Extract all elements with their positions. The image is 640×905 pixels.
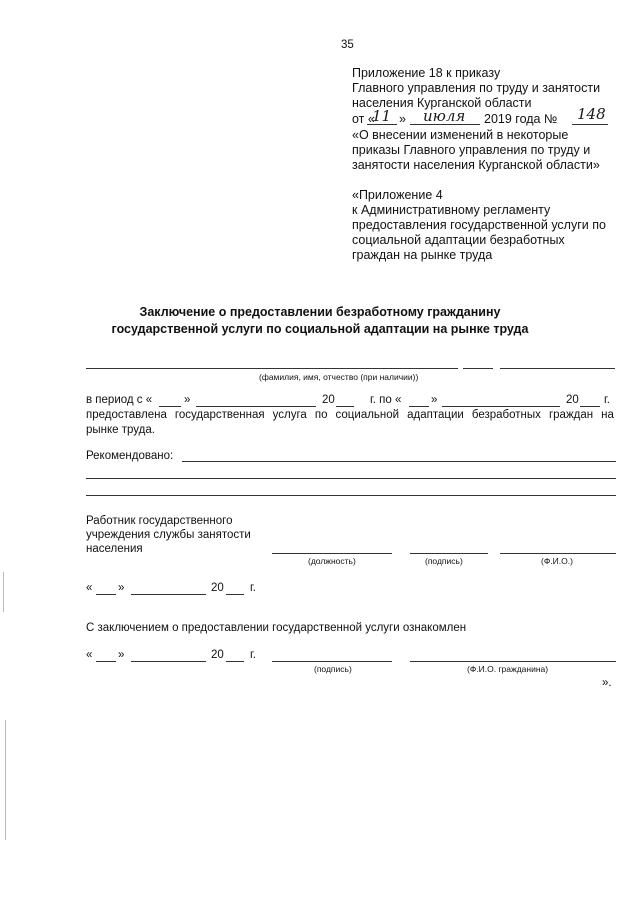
citizen-date-year: 20 [211, 649, 224, 661]
order-subject-1: «О внесении изменений в некоторые [352, 128, 569, 142]
date-year: 20 [211, 582, 224, 594]
position-line [272, 553, 392, 554]
period-word-7: безработных [471, 409, 541, 421]
period-year1: 20 [322, 394, 335, 406]
scan-artifact [3, 572, 4, 612]
period-word-4: по [314, 409, 328, 421]
period-prefix: в период с « [86, 394, 153, 406]
period-month2-line [442, 406, 560, 407]
period-day2-line [409, 406, 429, 407]
citizen-month-line [131, 661, 206, 662]
period-word-5: социальной [335, 409, 400, 421]
citizen-date-close: » [118, 649, 125, 661]
annex-line-2: к Административному регламенту [352, 203, 551, 217]
annex-line-3: предоставления государственной услуги по [352, 218, 606, 232]
fio-line-2 [463, 368, 493, 369]
order-subject-3: занятости населения Курганской области» [352, 158, 600, 172]
recommended-line-2 [86, 478, 616, 479]
page-number: 35 [341, 39, 354, 51]
annex-line-5: граждан на рынке труда [352, 248, 493, 262]
signature-caption: (подпись) [425, 556, 463, 566]
document-title-line-1: Заключение о предоставлении безработному гражданину [139, 305, 501, 319]
order-date-day-line [367, 124, 397, 125]
period-year2: 20 [566, 394, 579, 406]
annex-line-4: социальной адаптации безработных [352, 233, 565, 247]
period-po: г. по « [370, 394, 402, 406]
date-open: « [86, 582, 93, 594]
worker-line-1: Работник государственного [86, 515, 233, 527]
worker-line-2: учреждения службы занятости [86, 529, 251, 541]
period-word-2: государственная [174, 409, 265, 421]
date-day-line [96, 594, 116, 595]
order-subject-2: приказы Главного управления по труду и [352, 143, 591, 157]
worker-fio-caption: (Ф.И.О.) [541, 556, 573, 566]
date-year-line [226, 594, 244, 595]
signature-line [410, 553, 488, 554]
period-month1-line [196, 406, 316, 407]
scan-artifact [5, 720, 6, 840]
order-date-prefix: от « [352, 112, 375, 126]
closing-quote: ». [602, 677, 612, 689]
date-month-line [131, 594, 206, 595]
acquainted-text: С заключением о предоставлении государственной услуги ознакомлен [86, 622, 467, 634]
annex-line-1: «Приложение 4 [352, 188, 443, 202]
order-number-handwritten: 148 [577, 105, 606, 123]
period-line-2 [86, 408, 614, 422]
date-g: г. [250, 582, 256, 594]
period-word-6: адаптации [407, 409, 464, 421]
recommended-label: Рекомендовано: [86, 450, 174, 462]
citizen-fio-caption: (Ф.И.О. гражданина) [467, 664, 549, 674]
order-date-day-handwritten: 11 [372, 107, 392, 125]
order-date-quote-close: » [399, 112, 406, 126]
document-title-line-2: государственной услуги по социальной адаптации на рынке труда [111, 322, 529, 336]
order-line-3: населения Курганской области [352, 96, 532, 110]
citizen-signature-caption: (подпись) [314, 664, 352, 674]
order-date-month-handwritten: июля [423, 107, 466, 125]
period-quote-close-2: » [431, 394, 438, 406]
fio-line-1 [86, 368, 458, 369]
period-quote-close-1: » [184, 394, 191, 406]
order-line-1: Приложение 18 к приказу [352, 66, 501, 80]
period-line-3: рынке труда. [86, 424, 155, 436]
period-year1-line [336, 406, 354, 407]
order-line-2: Главного управления по труду и занятости [352, 81, 601, 95]
citizen-year-line [226, 661, 244, 662]
recommended-line-1 [182, 461, 616, 462]
fio-caption: (фамилия, имя, отчество (при наличии)) [259, 372, 419, 382]
period-word-1: предоставлена [86, 409, 167, 421]
citizen-day-line [96, 661, 116, 662]
period-word-3: услуга [272, 409, 307, 421]
order-date-year: 2019 года № [484, 112, 558, 126]
period-word-9: на [601, 409, 614, 421]
worker-line-3: населения [86, 543, 143, 555]
fio-line-3 [500, 368, 615, 369]
period-g: г. [604, 394, 610, 406]
citizen-fio-line [410, 661, 616, 662]
recommended-line-3 [86, 495, 616, 496]
order-date-month-line [410, 124, 480, 125]
order-number-line [572, 124, 608, 125]
period-day1-line [159, 406, 181, 407]
period-word-8: граждан [548, 409, 594, 421]
citizen-date-g: г. [250, 649, 256, 661]
date-close: » [118, 582, 125, 594]
citizen-date-open: « [86, 649, 93, 661]
citizen-signature-line [272, 661, 392, 662]
position-caption: (должность) [308, 556, 356, 566]
worker-fio-line [500, 553, 616, 554]
period-year2-line [580, 406, 600, 407]
